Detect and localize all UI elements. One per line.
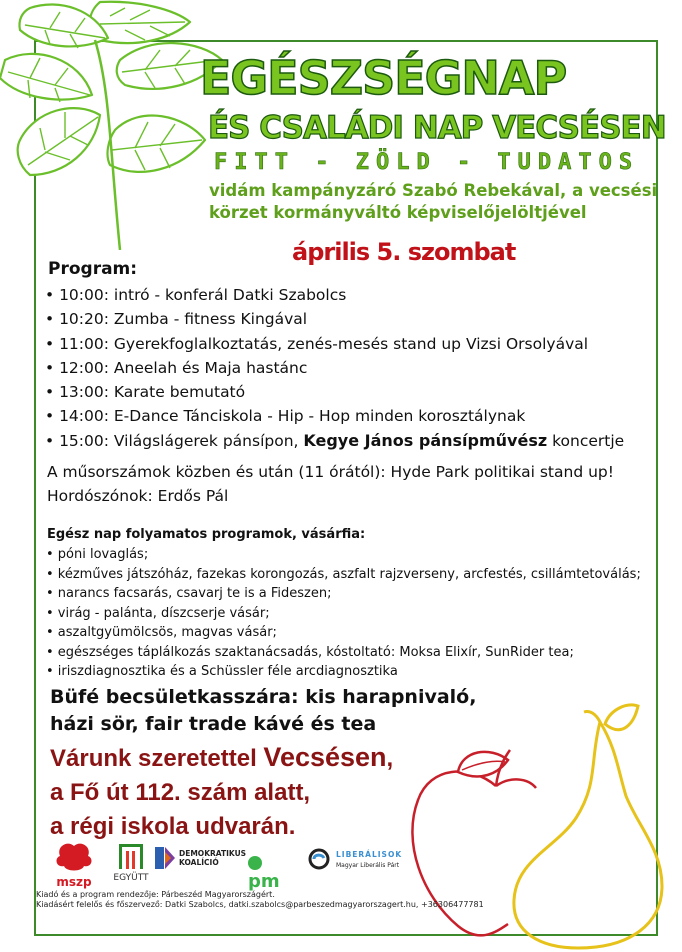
intro-text xyxy=(209,180,659,224)
program-item xyxy=(45,429,624,453)
egyutt-icon xyxy=(119,844,143,869)
allday-item: • póni lovaglás; xyxy=(46,547,149,562)
allday-title: Egész nap folyamatos programok, vásárfia: xyxy=(47,527,366,542)
welcome-line xyxy=(50,740,393,776)
program-info xyxy=(47,460,614,508)
performer-name: Kegye János pánsípművész xyxy=(303,430,548,450)
welcome-line-text: , xyxy=(386,745,394,772)
poster-title: EGÉSZSÉGNAP xyxy=(200,51,567,105)
allday-item: • egészséges táplálkozás szaktanácsadás, kóstoltató: Moksa Elixír, SunRider tea; xyxy=(46,644,574,660)
mszp-logo xyxy=(52,842,96,888)
program-item: • 11:00: Gyerekfoglalkoztatás, zenés-mesés stand up Vizsi Orsolyával xyxy=(45,334,589,353)
pm-logo xyxy=(248,852,298,892)
event-date: április 5. szombat xyxy=(292,238,516,266)
imprint-line: Kiadó és a program rendezője: Párbeszéd Magyarországért. xyxy=(36,890,275,899)
program-item-text: • 15:00: Világslágerek pánsípon, xyxy=(45,431,304,450)
pm-dot-icon xyxy=(248,856,262,870)
poster-subtitle: ÉS CSALÁDI NAP VECSÉSEN xyxy=(208,110,666,146)
program-item: • 12:00: Aneelah és Maja hastánc xyxy=(45,358,308,377)
welcome-text xyxy=(50,740,393,844)
liberalisok-label: LIBERÁLISOK xyxy=(336,850,403,859)
program-title: Program: xyxy=(48,259,138,279)
allday-list xyxy=(46,545,641,682)
buffet-line: házi sör, fair trade kávé és tea xyxy=(50,713,377,735)
dk-icon xyxy=(154,846,176,870)
program-item: • 10:00: intró - konferál Datki Szabolcs xyxy=(45,286,347,304)
rose-icon xyxy=(52,842,96,872)
program-list xyxy=(45,283,624,453)
dk-label-line: KOALÍCIÓ xyxy=(179,858,219,867)
program-item: • 10:20: Zumba - fitness Kingával xyxy=(45,310,308,329)
egyutt-logo xyxy=(106,842,156,883)
program-item: • 13:00: Karate bemutató xyxy=(45,383,246,402)
allday-item: • kézműves játszóház, fazekas korongozás, aszfalt rajzverseny, arcfestés, csillámtetoválás; xyxy=(46,566,641,582)
imprint xyxy=(36,890,484,910)
dk-label-line: DEMOKRATIKUS xyxy=(179,849,247,858)
mszp-label: mszp xyxy=(56,875,92,889)
egyutt-label: EGYÜTT xyxy=(113,873,149,883)
location-name: Vecsésen xyxy=(263,742,387,772)
info-line: Hordószónok: Erdős Pál xyxy=(47,487,229,505)
intro-line: vidám kampányzáró Szabó Rebekával, a vecsési xyxy=(209,181,658,200)
allday-item: • aszaltgyümölcsös, magvas vásár; xyxy=(46,625,277,640)
imprint-line: Kiadásért felelős és főszervező: Datki Szabolcs, datki.szabolcs@parbeszedmagyarorszagert.hu, +36306477781 xyxy=(36,900,484,909)
buffet-line: Büfé becsületkasszára: kis harapnivaló, xyxy=(50,686,477,708)
info-line: A műsorszámok közben és után (11 órától): Hyde Park politikai stand up! xyxy=(47,463,614,481)
party-logos xyxy=(52,842,462,890)
liberalisok-sublabel: Magyar Liberális Párt xyxy=(336,862,400,869)
apple-pear-illustration xyxy=(400,700,682,952)
liberalisok-icon xyxy=(308,848,330,870)
intro-line: körzet kormányváltó képviselőjelöltjével xyxy=(209,203,587,222)
welcome-line: a régi iskola udvarán. xyxy=(50,813,296,840)
welcome-line: a Fő út 112. szám alatt, xyxy=(50,779,311,806)
allday-item: • virág - palánta, díszcserje vásár; xyxy=(46,605,270,621)
welcome-line-text: Várunk szeretettel xyxy=(50,745,264,772)
pm-label: pm xyxy=(248,871,280,892)
motto: FITT - ZÖLD - TUDATOS xyxy=(214,150,640,175)
program-item-text: koncertje xyxy=(547,431,625,450)
allday-item: • narancs facsarás, csavarj te is a Fideszen; xyxy=(46,586,332,601)
allday-item: • iriszdiagnosztika és a Schüssler féle arcdiagnosztika xyxy=(46,664,398,679)
program-item: • 14:00: E-Dance Tánciskola - Hip - Hop minden korosztálynak xyxy=(45,407,526,426)
